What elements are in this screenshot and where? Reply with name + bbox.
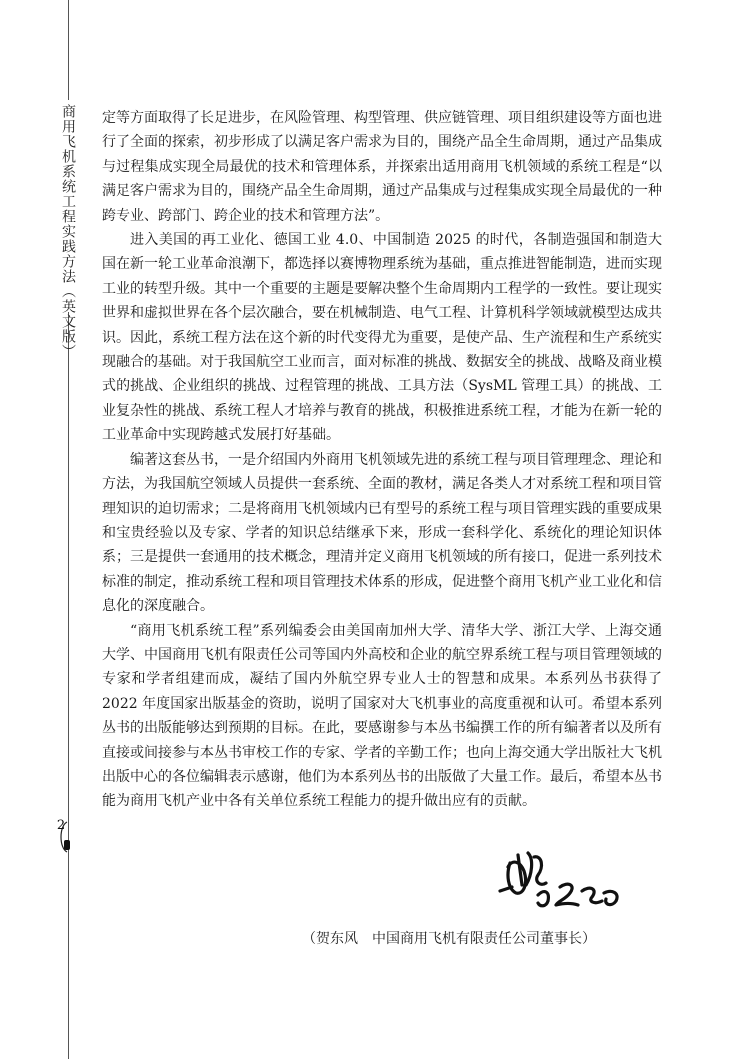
margin-rule-top: [68, 0, 69, 100]
signature-credit: （贺东风 中国商用飞机有限责任公司董事长）: [302, 931, 596, 947]
running-book-title: 商用飞机系统工程实践方法（英文版）: [60, 104, 76, 359]
margin-rule-bottom: [68, 312, 69, 1059]
paragraph-2: 进入美国的再工业化、德国工业 4.0、中国制造 2025 的时代，各制造强国和制造大国在新一轮工业革命浪潮下，都选择以赛博物理系统为基础，重点推进智能制造，进而实现工业的转型升级。其中一个重要的主题是要解决整个生命周期内工程学的一致性。要让现实世界和虚拟世界在各个层次融合，要在机械制造、电气工程、计算机科学领域就模型达成共识。因此，系统工程方法在这个新的时代变得尤为重要，是使产品、生产流程和生产系统实现融合的基础。对于我国航空工业而言，面对标准的挑战、数据安全的挑战、战略及商业模式的挑战、企业组织的挑战、过程管理的挑战、工具方法（SysML 管理工具）的挑战、工业复杂性的挑战、系统工程人才培养与教育的挑战，积极推进系统工程，才能为在新一轮的工业革命中实现跨越式发展打好基础。: [102, 232, 662, 444]
paragraph-4: “商用飞机系统工程”系列编委会由美国南加州大学、清华大学、浙江大学、上海交通大学、中国商用飞机有限责任公司等国内外高校和企业的航空界系统工程与项目管理领域的专家和学者组建而成，凝结了国内外航空界专业人士的智慧和成果。本系列丛书获得了 2022 年度国家出版基金的资助，说明了国家对大飞机事业的高度重视和认可。希望本系列丛书的出版能够达到预期的目标。在此，要感谢参与本丛书编撰工作的所有编著者以及所有直接或间接参与本丛书审校工作的专家、学者的辛勤工作；也向上海交通大学出版社大飞机出版中心的各位编辑表示感谢，他们为本系列丛书的出版做了大量工作。最后，希望本丛书能为商用飞机产业中各有关单位系统工程能力的提升做出应有的贡献。: [102, 622, 662, 810]
paragraph-3: 编著这套丛书，一是介绍国内外商用飞机领域先进的系统工程与项目管理理念、理论和方法，为我国航空领域人员提供一套系统、全面的教材，满足各类人才对系统工程和项目管理知识的迫切需求；二是将商用飞机领域内已有型号的系统工程与项目管理实践的重要成果和宝贵经验以及专家、学者的知识总结继承下来，形成一套科学化、系统化的理论知识体系；三是提供一套通用的技术概念，理清并定义商用飞机领域的所有接口，促进一系列技术标准的制定，推动系统工程和项目管理技术体系的形成，促进整个商用飞机产业工业化和信息化的深度融合。: [102, 451, 662, 615]
page-number: 2: [56, 818, 66, 833]
handwritten-signature: [498, 845, 628, 915]
body-text: [102, 106, 662, 814]
paragraph-1: 定等方面取得了长足进步，在风险管理、构型管理、供应链管理、项目组织建设等方面也进行了全面的探索，初步形成了以满足客户需求为目的，围绕产品全生命周期，通过产品集成与过程集成实现全局最优的技术和管理体系，并探索出适用商用飞机领域的系统工程是“以满足客户需求为目的，围绕产品全生命周期，通过产品集成与过程集成实现全局最优的一种跨专业、跨部门、跨企业的技术和管理方法”。: [102, 110, 662, 224]
